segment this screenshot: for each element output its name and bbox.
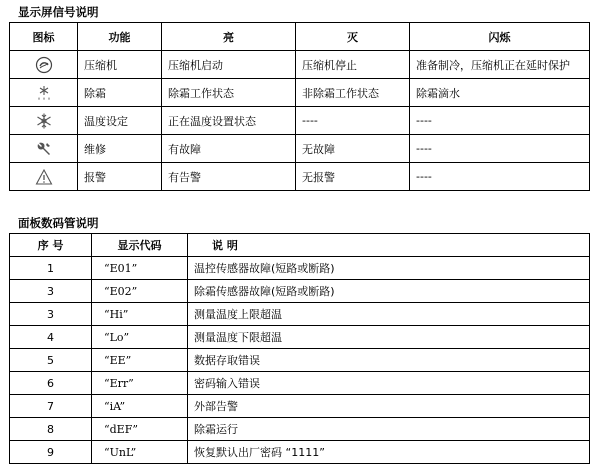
row-code: “dEF” (92, 418, 188, 441)
blink-cell: 准备制冷，压缩机正在延时保护 (410, 51, 590, 79)
header-code: 显示代码 (92, 234, 188, 257)
table-row (10, 395, 590, 418)
row-no: 4 (10, 326, 92, 349)
table-row (10, 107, 590, 135)
row-no: 3 (10, 303, 92, 326)
panel-code-table (9, 233, 590, 464)
off-cell: 压缩机停止 (296, 51, 410, 79)
table-header-row (10, 234, 590, 257)
row-desc: 温控传感器故障(短路或断路) (188, 257, 590, 280)
table-row (10, 326, 590, 349)
compressor-icon (35, 56, 53, 74)
row-desc: 恢复默认出厂密码 “1111” (188, 441, 590, 464)
row-no: 5 (10, 349, 92, 372)
row-no: 6 (10, 372, 92, 395)
table-row (10, 135, 590, 163)
on-cell: 除霜工作状态 (162, 79, 296, 107)
function-cell: 温度设定 (78, 107, 162, 135)
row-desc: 外部告警 (188, 395, 590, 418)
function-cell: 维修 (78, 135, 162, 163)
row-code: “Hi” (92, 303, 188, 326)
defrost-icon (35, 84, 53, 102)
row-code: “Lo” (92, 326, 188, 349)
blink-cell: ---- (410, 135, 590, 163)
blink-cell: 除霜滴水 (410, 79, 590, 107)
row-code: “UnL” (92, 441, 188, 464)
table-row (10, 79, 590, 107)
on-cell: 正在温度设置状态 (162, 107, 296, 135)
function-cell: 压缩机 (78, 51, 162, 79)
table-row (10, 257, 590, 280)
table-row (10, 372, 590, 395)
header-no: 序 号 (10, 234, 92, 257)
row-desc: 测量温度上限超温 (188, 303, 590, 326)
row-code: “iA” (92, 395, 188, 418)
row-no: 9 (10, 441, 92, 464)
table-row (10, 163, 590, 191)
table-row (10, 303, 590, 326)
row-code: “EE” (92, 349, 188, 372)
table-row (10, 349, 590, 372)
function-cell: 报警 (78, 163, 162, 191)
off-cell: ---- (296, 107, 410, 135)
wrench-icon (35, 140, 53, 158)
row-code: “Err” (92, 372, 188, 395)
row-desc: 密码输入错误 (188, 372, 590, 395)
on-cell: 有告警 (162, 163, 296, 191)
row-code: “E01” (92, 257, 188, 280)
row-no: 7 (10, 395, 92, 418)
header-function: 功能 (78, 23, 162, 51)
header-blink: 闪烁 (410, 23, 590, 51)
header-on: 亮 (162, 23, 296, 51)
blink-cell: ---- (410, 107, 590, 135)
row-desc: 除霜传感器故障(短路或断路) (188, 280, 590, 303)
header-icon: 图标 (10, 23, 78, 51)
header-off: 灭 (296, 23, 410, 51)
display-section-title: 显示屏信号说明 (18, 5, 99, 19)
warning-triangle-icon (35, 168, 53, 186)
on-cell: 有故障 (162, 135, 296, 163)
table-row (10, 280, 590, 303)
off-cell: 无报警 (296, 163, 410, 191)
row-no: 1 (10, 257, 92, 280)
on-cell: 压缩机启动 (162, 51, 296, 79)
row-code: “E02” (92, 280, 188, 303)
table-row (10, 441, 590, 464)
snowflake-icon (35, 112, 53, 130)
row-no: 3 (10, 280, 92, 303)
row-no: 8 (10, 418, 92, 441)
blink-cell: ---- (410, 163, 590, 191)
table-row (10, 51, 590, 79)
off-cell: 无故障 (296, 135, 410, 163)
function-cell: 除霜 (78, 79, 162, 107)
header-desc: 说 明 (188, 234, 590, 257)
table-row (10, 418, 590, 441)
table-header-row (10, 23, 590, 51)
code-section-title: 面板数码管说明 (18, 216, 99, 230)
row-desc: 数据存取错误 (188, 349, 590, 372)
row-desc: 测量温度下限超温 (188, 326, 590, 349)
row-desc: 除霜运行 (188, 418, 590, 441)
off-cell: 非除霜工作状态 (296, 79, 410, 107)
display-signal-table (9, 22, 590, 191)
